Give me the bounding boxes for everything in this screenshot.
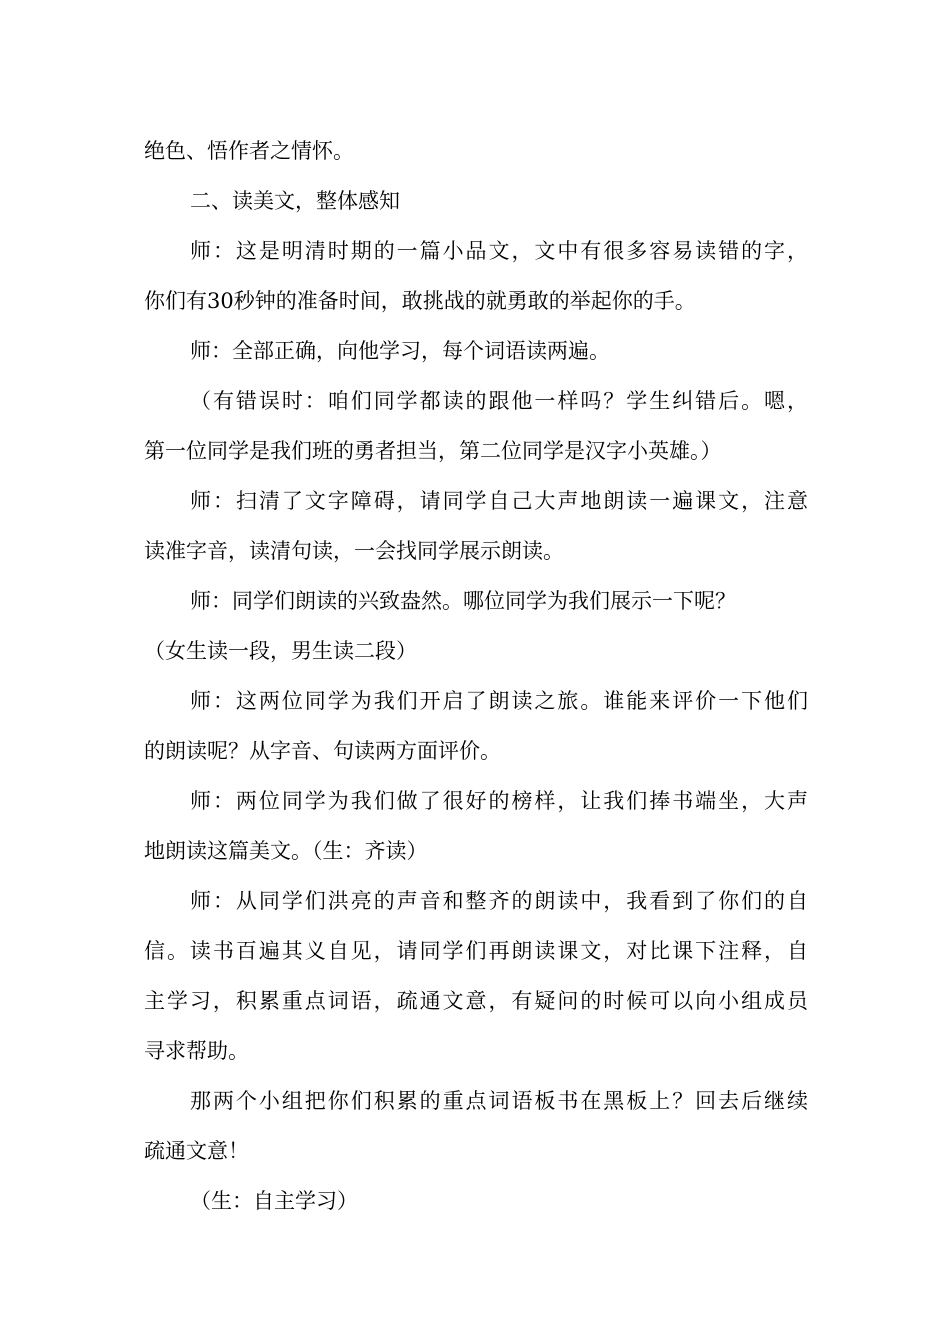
- section-heading: 二、读美文，整体感知: [190, 189, 400, 213]
- text-line: 师：这两位同学为我们开启了朗读之旅。谁能来评价一下他们: [190, 689, 808, 713]
- text-line: 那两个小组把你们积累的重点词语板书在黑板上？回去后继续: [190, 1089, 808, 1113]
- text-line: （生：自主学习）: [190, 1189, 358, 1213]
- text-line: 地朗读这篇美文。（生：齐读）: [144, 839, 428, 863]
- text-line: 师：这是明清时期的一篇小品文，文中有很多容易读错的字，: [190, 239, 808, 263]
- text-line: 寻求帮助。: [144, 1039, 249, 1063]
- text-line: 第一位同学是我们班的勇者担当，第二位同学是汉字小英雄。）: [144, 439, 722, 463]
- text-line: 你们有30秒钟的准备时间，敢挑战的就勇敢的举起你的手。: [144, 289, 696, 313]
- text-line: 读准字音，读清句读，一会找同学展示朗读。: [144, 539, 564, 563]
- text-line: 师：扫清了文字障碍，请同学自己大声地朗读一遍课文，注意: [190, 489, 808, 513]
- text-line: 师：同学们朗读的兴致盎然。哪位同学为我们展示一下呢？: [190, 589, 736, 613]
- text-line: 师：两位同学为我们做了很好的榜样，让我们捧书端坐，大声: [190, 789, 808, 813]
- text-line: （女生读一段，男生读二段）: [144, 639, 417, 663]
- text-line: 信。读书百遍其义自见，请同学们再朗读课文，对比课下注释，自: [144, 939, 808, 963]
- text-line: 师：从同学们洪亮的声音和整齐的朗读中，我看到了你们的自: [190, 889, 808, 913]
- text-line: 的朗读呢？从字音、句读两方面评价。: [144, 739, 501, 763]
- text-line: 疏通文意！: [144, 1139, 249, 1163]
- text-line: （有错误时：咱们同学都读的跟他一样吗？学生纠错后。嗯，: [190, 389, 808, 413]
- text-line: 师：全部正确，向他学习，每个词语读两遍。: [190, 339, 610, 363]
- text-line: 绝色、悟作者之情怀。: [144, 139, 354, 163]
- text-line: 主学习，积累重点词语，疏通文意，有疑问的时候可以向小组成员: [144, 989, 808, 1013]
